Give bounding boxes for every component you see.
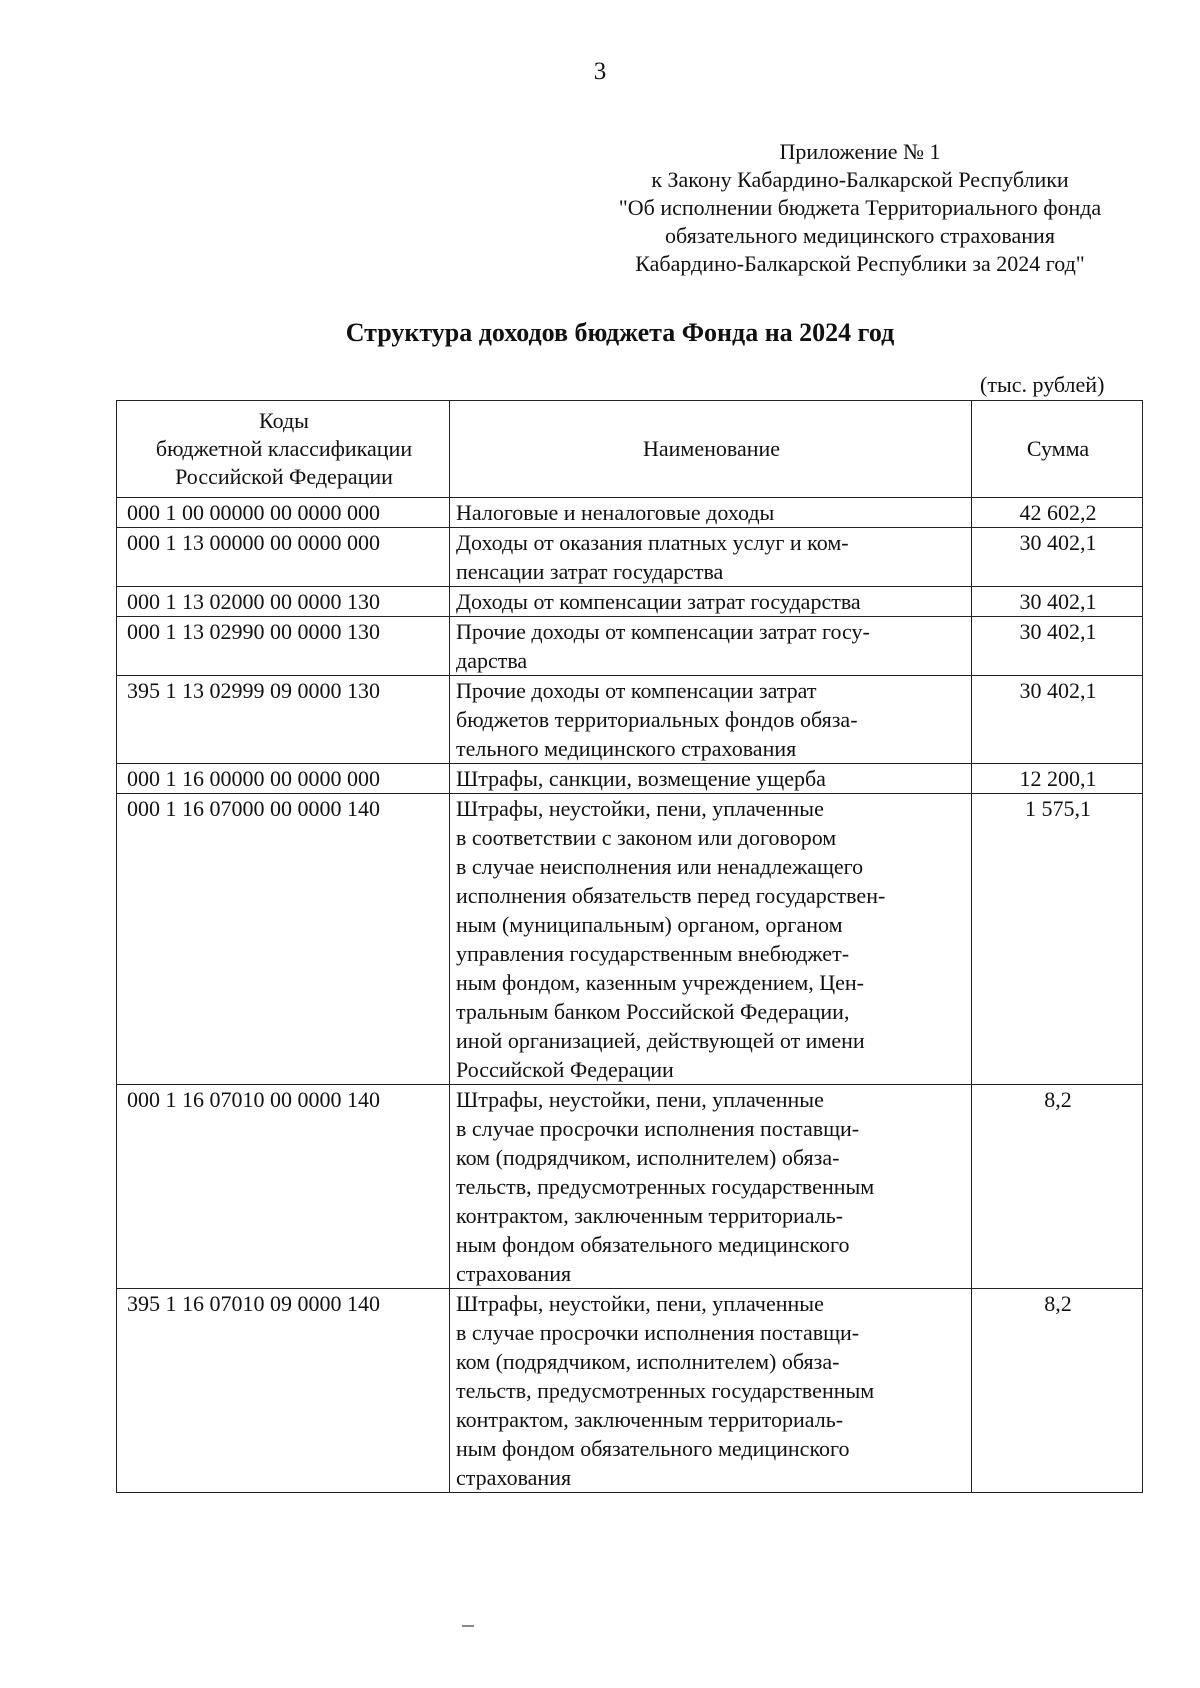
row-sum: 30 402,1: [972, 676, 1143, 764]
row-code: 000 1 16 07000 00 0000 140: [117, 794, 450, 1085]
row-name: Прочие доходы от компенсации затрат бюджетов территориальных фондов обяза- тельного медицинского страхования: [450, 676, 972, 764]
column-header-sum: Сумма: [972, 401, 1143, 498]
document-title: Структура доходов бюджета Фонда на 2024 год: [345, 318, 895, 347]
row-code: 000 1 16 07010 00 0000 140: [117, 1085, 450, 1289]
row-sum: 8,2: [972, 1085, 1143, 1289]
row-code: 000 1 13 02990 00 0000 130: [117, 617, 450, 676]
row-sum: 30 402,1: [972, 587, 1143, 617]
appendix-header: [580, 138, 1140, 278]
row-code: 000 1 16 00000 00 0000 000: [117, 764, 450, 794]
table-row: [117, 676, 1143, 764]
row-sum: 1 575,1: [972, 794, 1143, 1085]
table-row: [117, 617, 1143, 676]
table-row: [117, 1085, 1143, 1289]
table-row: [117, 528, 1143, 587]
row-code: 000 1 00 00000 00 0000 000: [117, 498, 450, 528]
table-row: [117, 587, 1143, 617]
table-row: [117, 794, 1143, 1085]
appendix-line: Приложение № 1: [779, 139, 941, 164]
units-label: (тыс. рублей): [980, 372, 1105, 397]
row-name: Доходы от компенсации затрат государства: [450, 587, 972, 617]
appendix-line: "Об исполнении бюджета Территориального фонда: [618, 195, 1102, 220]
appendix-line: обязательного медицинского страхования: [665, 223, 1055, 248]
row-code: 000 1 13 00000 00 0000 000: [117, 528, 450, 587]
row-name: Налоговые и неналоговые доходы: [450, 498, 972, 528]
table-row: [117, 1289, 1143, 1493]
row-name: Штрафы, санкции, возмещение ущерба: [450, 764, 972, 794]
revenue-structure-table: [116, 400, 1143, 1493]
row-code: 000 1 13 02000 00 0000 130: [117, 587, 450, 617]
row-code: 395 1 13 02999 09 0000 130: [117, 676, 450, 764]
table-row: [117, 764, 1143, 794]
row-name: Прочие доходы от компенсации затрат госу- дарства: [450, 617, 972, 676]
column-header-name: Наименование: [450, 401, 972, 498]
row-name: Штрафы, неустойки, пени, уплаченные в соответствии с законом или договором в случае неисполнения или ненадлежащего исполнения обязательств перед государствен- ным (муниципальным) органом, органом управления государственным внебюджет- ным фондом, казенным учреждением, Цен- тральным банком Российской Федерации, иной организацией, действующей от имени Российской Федерации: [450, 794, 972, 1085]
row-name: Штрафы, неустойки, пени, уплаченные в случае просрочки исполнения поставщи- ком (подрядчиком, исполнителем) обяза- тельств, предусмотренных государственным контрактом, заключенным территориаль- ным фондом обязательного медицинского страхования: [450, 1289, 972, 1493]
scan-mark: [462, 1625, 474, 1627]
appendix-line: к Закону Кабардино-Балкарской Республики: [651, 167, 1069, 192]
appendix-line: Кабардино-Балкарской Республики за 2024 год": [635, 251, 1085, 276]
column-header-code: Коды бюджетной классификации Российской Федерации: [117, 401, 450, 498]
row-sum: 30 402,1: [972, 528, 1143, 587]
table-row: [117, 498, 1143, 528]
table-header-row: [117, 401, 1143, 498]
row-code: 395 1 16 07010 09 0000 140: [117, 1289, 450, 1493]
row-sum: 12 200,1: [972, 764, 1143, 794]
row-sum: 30 402,1: [972, 617, 1143, 676]
page-number: 3: [593, 58, 607, 85]
row-sum: 42 602,2: [972, 498, 1143, 528]
row-sum: 8,2: [972, 1289, 1143, 1493]
row-name: Штрафы, неустойки, пени, уплаченные в случае просрочки исполнения поставщи- ком (подрядчиком, исполнителем) обяза- тельств, предусмотренных государственным контрактом, заключенным территориаль- ным фондом обязательного медицинского страхования: [450, 1085, 972, 1289]
row-name: Доходы от оказания платных услуг и ком- пенсации затрат государства: [450, 528, 972, 587]
